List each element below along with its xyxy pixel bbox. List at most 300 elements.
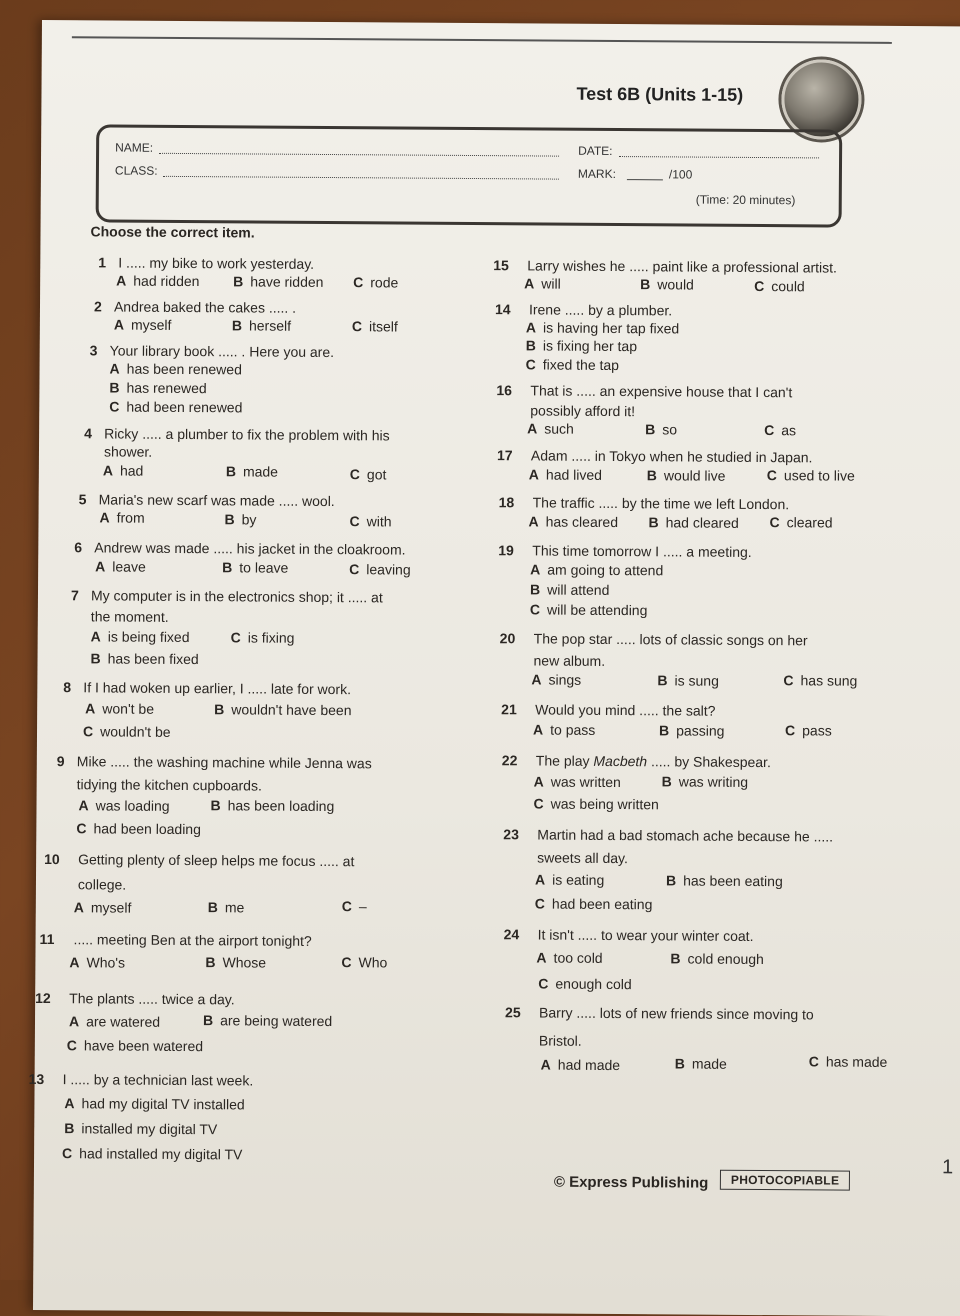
option-text: wouldn't have been	[231, 701, 352, 719]
question-text-continued: sweets all day.	[537, 849, 629, 867]
option-text: is sung	[674, 672, 719, 689]
option-text: cold enough	[687, 950, 764, 968]
question-18	[499, 493, 790, 513]
option-text: had been eating	[551, 895, 653, 913]
option-text: has been loading	[227, 797, 335, 815]
option-letter: C	[230, 629, 241, 646]
time-limit: (Time: 20 minutes)	[695, 192, 796, 208]
option-20-b[interactable]	[657, 672, 719, 688]
question-number: 22	[501, 752, 518, 769]
option-25-c[interactable]	[809, 1053, 888, 1070]
option-14-c[interactable]	[526, 356, 620, 373]
option-text: –	[358, 898, 367, 915]
option-text: have ridden	[250, 273, 324, 290]
question-text: Ricky ..... a plumber to fix the problem with his	[104, 425, 390, 444]
option-1-c[interactable]	[353, 274, 398, 290]
question-text-continued: new album.	[533, 652, 606, 669]
option-text: myself	[130, 316, 172, 333]
option-text: could	[771, 278, 805, 295]
option-text: had ridden	[133, 272, 200, 290]
option-1-b[interactable]	[233, 273, 323, 290]
option-letter: C	[769, 514, 780, 531]
option-text: was being written	[550, 795, 659, 813]
question-text: Maria's new scarf was made ..... wool.	[98, 491, 335, 510]
question-number: 17	[496, 447, 513, 464]
page-number: 1	[941, 1156, 954, 1179]
option-9-c[interactable]	[76, 820, 201, 837]
option-13-c[interactable]	[62, 1145, 242, 1162]
question-text: Martin had a bad stomach ache because he .....	[537, 826, 834, 845]
option-letter: B	[670, 950, 681, 967]
option-17-c[interactable]	[767, 467, 855, 484]
option-16-a[interactable]	[527, 420, 574, 436]
option-17-b[interactable]	[647, 467, 726, 484]
option-letter: C	[525, 356, 536, 373]
option-text: rode	[370, 274, 399, 291]
option-letter: A	[527, 420, 538, 437]
option-15-c[interactable]	[754, 278, 805, 294]
option-text: Who's	[86, 954, 126, 971]
option-text: to leave	[239, 559, 289, 576]
question-number: 15	[493, 257, 509, 274]
option-12-a[interactable]	[69, 1013, 160, 1030]
option-text: wouldn't be	[100, 723, 171, 740]
option-18-a[interactable]	[528, 513, 618, 530]
question-number: 19	[498, 542, 514, 559]
question-8	[63, 678, 351, 698]
question-text: It isn't ..... to wear your winter coat.	[537, 926, 754, 944]
question-text: Irene ..... by a plumber.	[528, 301, 673, 319]
option-12-c[interactable]	[67, 1037, 203, 1054]
option-text: as	[781, 422, 797, 439]
question-text: ..... by Shakespear.	[647, 753, 771, 771]
option-letter: B	[222, 559, 233, 576]
option-18-b[interactable]	[648, 514, 738, 531]
question-number: 5	[78, 491, 87, 508]
question-number: 21	[501, 701, 517, 718]
question-number: 9	[56, 753, 65, 770]
question-15	[493, 256, 837, 276]
option-text: have been watered	[83, 1037, 204, 1055]
option-letter: C	[783, 672, 794, 689]
option-letter: C	[533, 795, 544, 812]
option-letter: A	[530, 561, 541, 578]
question-text: Your library book ..... . Here you are.	[109, 342, 335, 361]
option-3-a[interactable]	[110, 360, 242, 377]
option-21-c[interactable]	[785, 722, 832, 738]
option-letter: C	[351, 318, 363, 335]
option-letter: B	[525, 337, 536, 354]
option-24-b[interactable]	[670, 950, 764, 967]
class-label: CLASS:	[114, 163, 158, 178]
option-5-b[interactable]	[224, 511, 256, 527]
option-letter: B	[90, 650, 101, 667]
option-text: from	[116, 509, 145, 526]
option-22-c[interactable]	[533, 795, 658, 812]
option-text: was written	[550, 773, 621, 791]
question-22	[502, 751, 771, 771]
option-10-a[interactable]	[74, 899, 132, 915]
test-sheet	[28, 20, 960, 1316]
option-letter: C	[764, 422, 775, 439]
option-text: got	[366, 466, 387, 483]
option-letter: C	[341, 954, 352, 971]
option-text: itself	[368, 318, 398, 335]
question-text-italic: Macbeth	[593, 752, 648, 770]
option-letter: C	[76, 820, 87, 837]
option-17-a[interactable]	[529, 466, 602, 483]
question-number: 8	[63, 679, 72, 696]
option-18-c[interactable]	[769, 514, 832, 530]
question-text: My computer is in the electronics shop; it ..... at	[90, 587, 383, 606]
option-letter: A	[528, 513, 539, 530]
question-5	[79, 490, 335, 510]
option-text: had been renewed	[126, 398, 243, 416]
option-text: are being watered	[220, 1012, 333, 1030]
option-19-c[interactable]	[530, 601, 648, 618]
option-8-c[interactable]	[83, 723, 171, 740]
option-text: pass	[802, 722, 832, 739]
question-text: Getting plenty of sleep helps me focus ..... at	[78, 851, 355, 870]
option-6-b[interactable]	[222, 559, 288, 575]
option-10-c[interactable]	[342, 898, 367, 914]
option-letter: A	[116, 272, 127, 289]
question-text: The traffic ..... by the time we left London.	[532, 494, 790, 513]
option-14-a[interactable]	[526, 319, 679, 336]
option-20-a[interactable]	[531, 671, 581, 687]
option-20-c[interactable]	[783, 672, 857, 689]
option-text: had made	[557, 1056, 621, 1074]
option-text: had installed my digital TV	[79, 1145, 243, 1163]
question-text: I ..... my bike to work yesterday.	[118, 254, 315, 272]
option-21-b[interactable]	[659, 722, 725, 738]
option-4-a[interactable]	[103, 462, 144, 478]
option-7-b[interactable]	[90, 650, 198, 667]
question-text: ..... meeting Ben at the airport tonight?	[73, 931, 312, 949]
question-text: I ..... by a technician last week.	[62, 1071, 254, 1089]
option-letter: B	[64, 1120, 75, 1137]
option-text: will be attending	[546, 601, 648, 619]
option-letter: A	[540, 1056, 551, 1073]
question-number: 18	[498, 494, 515, 511]
option-text: Whose	[222, 954, 267, 971]
question-text: Larry wishes he ..... paint like a professional artist.	[527, 257, 838, 276]
option-24-c[interactable]	[538, 975, 632, 992]
question-24	[504, 925, 754, 945]
option-letter: C	[341, 898, 353, 915]
question-text-continued: college.	[77, 876, 127, 893]
question-number: 4	[84, 425, 92, 442]
option-3-b[interactable]	[109, 379, 206, 396]
option-letter: C	[66, 1037, 78, 1054]
question-text: The pop star ..... lots of classic songs on her	[533, 630, 808, 649]
option-text: so	[662, 421, 678, 438]
question-text: Would you mind ..... the salt?	[535, 701, 716, 719]
option-text: was loading	[95, 797, 170, 814]
date-label: DATE:	[578, 143, 613, 158]
question-number: 11	[39, 931, 55, 948]
option-7-c[interactable]	[231, 629, 295, 645]
option-text: was writing	[678, 773, 749, 790]
option-16-c[interactable]	[764, 422, 796, 438]
option-4-c[interactable]	[350, 466, 387, 482]
question-6	[74, 538, 405, 558]
question-number: 16	[496, 382, 513, 399]
question-13	[29, 1070, 254, 1090]
option-text: cleared	[786, 514, 833, 531]
option-text: would	[657, 276, 694, 293]
option-letter: B	[205, 954, 216, 971]
option-11-c[interactable]	[341, 954, 387, 970]
option-letter: C	[754, 277, 765, 295]
option-text: had been loading	[93, 820, 201, 838]
question-number: 25	[505, 1004, 521, 1021]
option-text: such	[544, 420, 574, 437]
option-text: too cold	[553, 949, 603, 966]
option-16-b[interactable]	[645, 421, 677, 437]
question-12	[35, 989, 235, 1008]
option-text: made	[242, 463, 279, 480]
option-3-c[interactable]	[109, 398, 242, 415]
option-letter: A	[102, 462, 114, 479]
question-text: The plants ..... twice a day.	[69, 990, 235, 1008]
instruction: Choose the correct item.	[90, 223, 255, 241]
option-text: has cleared	[545, 513, 619, 531]
option-22-a[interactable]	[534, 773, 621, 790]
option-text: is being fixed	[107, 628, 190, 646]
option-letter: C	[82, 723, 94, 740]
question-text: If I had woken up earlier, I ..... late for work.	[83, 679, 352, 698]
option-letter: A	[113, 316, 125, 333]
option-letter: B	[645, 421, 656, 438]
option-letter: C	[349, 466, 361, 483]
option-letter: B	[646, 467, 658, 484]
option-22-b[interactable]	[662, 773, 748, 790]
option-6-c[interactable]	[349, 561, 411, 577]
option-2-c[interactable]	[352, 318, 398, 334]
option-letter: C	[349, 513, 360, 530]
option-letter: B	[661, 773, 672, 790]
question-number: 13	[28, 1070, 45, 1088]
option-25-a[interactable]	[541, 1057, 621, 1074]
question-number: 14	[494, 301, 511, 318]
option-text: has renewed	[126, 379, 207, 397]
option-text: am going to attend	[547, 561, 664, 579]
option-14-b[interactable]	[526, 337, 637, 354]
question-25	[505, 1003, 814, 1023]
option-letter: B	[659, 722, 670, 739]
option-letter: B	[674, 1055, 685, 1072]
option-letter: B	[109, 379, 120, 396]
option-text: fixed the tap	[542, 356, 620, 374]
option-15-b[interactable]	[640, 276, 694, 292]
option-letter: C	[785, 722, 796, 739]
question-9	[57, 752, 372, 772]
question-text: Andrew was made ..... his jacket in the cloakroom.	[94, 539, 406, 558]
option-letter: A	[533, 721, 544, 738]
option-25-b[interactable]	[675, 1055, 727, 1071]
question-16	[496, 381, 792, 401]
option-text: had my digital TV installed	[81, 1095, 245, 1113]
option-9-a[interactable]	[78, 797, 169, 814]
option-text: made	[691, 1055, 727, 1072]
option-letter: C	[109, 398, 120, 415]
question-text-continued: possibly afford it!	[530, 402, 636, 420]
question-text: Adam ..... in Tokyo when he studied in Japan.	[530, 447, 813, 466]
option-letter: A	[109, 360, 120, 377]
question-17	[497, 446, 813, 466]
question-14	[495, 300, 672, 319]
option-12-b[interactable]	[203, 1012, 332, 1029]
photocopiable-badge: PHOTOCOPIABLE	[720, 1170, 850, 1191]
question-1	[98, 253, 314, 273]
question-text: Andrea baked the cakes ..... .	[113, 298, 297, 316]
name-label: NAME:	[115, 140, 154, 155]
option-letter: A	[534, 871, 546, 888]
question-4	[84, 424, 390, 444]
option-letter: A	[536, 949, 547, 966]
option-7-a[interactable]	[91, 628, 190, 645]
option-text: will	[541, 275, 561, 292]
question-11	[40, 930, 312, 950]
question-2	[94, 297, 296, 316]
option-letter: A	[524, 275, 535, 292]
option-text: will attend	[547, 581, 610, 598]
question-number: 23	[503, 826, 519, 843]
question-text: That is ..... an expensive house that I can't	[530, 382, 793, 401]
option-4-b[interactable]	[226, 463, 278, 479]
option-11-a[interactable]	[69, 954, 125, 970]
option-letter: B	[207, 899, 218, 916]
option-text: leaving	[366, 561, 411, 578]
question-number: 1	[98, 254, 107, 271]
option-2-b[interactable]	[232, 317, 291, 333]
question-20	[500, 629, 808, 649]
option-letter: A	[525, 319, 537, 336]
question-number: 20	[499, 630, 516, 647]
option-2-a[interactable]	[114, 317, 172, 333]
option-letter: A	[99, 509, 110, 526]
option-text: sings	[548, 671, 582, 688]
question-number: 12	[35, 989, 51, 1007]
option-23-b[interactable]	[666, 872, 783, 889]
option-10-b[interactable]	[208, 899, 245, 915]
option-text: myself	[90, 899, 132, 916]
option-letter: B	[224, 511, 235, 528]
option-21-a[interactable]	[533, 721, 595, 737]
question-10	[44, 850, 354, 870]
option-23-c[interactable]	[535, 895, 653, 912]
option-text: installed my digital TV	[81, 1120, 218, 1138]
option-letter: B	[657, 672, 668, 689]
option-text: is fixing	[247, 629, 295, 646]
option-letter: B	[648, 514, 659, 531]
question-text-continued: tidying the kitchen cupboards.	[76, 776, 262, 794]
option-1-a[interactable]	[116, 273, 199, 290]
question-text: The play	[535, 752, 594, 769]
option-letter: A	[533, 773, 544, 790]
option-letter: B	[665, 872, 677, 889]
option-13-b[interactable]	[64, 1120, 217, 1137]
question-number: 24	[503, 926, 520, 943]
option-text: enough cold	[555, 975, 632, 993]
option-6-a[interactable]	[95, 558, 146, 574]
option-letter: A	[68, 1013, 80, 1030]
option-letter: B	[225, 463, 237, 480]
option-5-c[interactable]	[349, 513, 391, 529]
option-text: to pass	[550, 721, 596, 738]
option-letter: C	[538, 975, 549, 992]
test-title: Test 6B (Units 1-15)	[576, 83, 744, 105]
option-text: is having her tap fixed	[542, 319, 680, 337]
publisher-credit: © Express Publishing	[553, 1173, 709, 1192]
question-7	[71, 586, 383, 606]
option-letter: A	[95, 558, 106, 575]
option-text: used to live	[783, 467, 855, 484]
option-9-b[interactable]	[210, 797, 334, 814]
option-letter: A	[528, 466, 540, 483]
option-letter: A	[85, 700, 96, 717]
question-text-continued: Bristol.	[538, 1032, 582, 1049]
option-letter: B	[231, 317, 243, 334]
option-text: would live	[663, 467, 726, 484]
question-text-continued: the moment.	[90, 608, 169, 625]
option-text: is fixing her tap	[542, 337, 638, 355]
option-8-a[interactable]	[85, 700, 154, 716]
option-letter: A	[73, 899, 84, 916]
question-number: 6	[74, 539, 83, 556]
option-23-a[interactable]	[535, 871, 604, 887]
option-24-a[interactable]	[536, 949, 602, 965]
question-number: 7	[70, 587, 79, 604]
option-letter: A	[531, 671, 542, 688]
question-text: Barry ..... lots of new friends since moving to	[539, 1004, 814, 1023]
option-letter: C	[62, 1145, 73, 1162]
option-13-a[interactable]	[64, 1095, 244, 1112]
question-21	[501, 700, 715, 719]
option-text: is eating	[552, 871, 605, 888]
option-letter: C	[534, 895, 546, 912]
question-number: 10	[44, 851, 60, 868]
option-text: Who	[358, 954, 388, 971]
option-19-a[interactable]	[530, 561, 663, 578]
question-3	[90, 341, 334, 361]
option-text: had cleared	[665, 514, 739, 531]
option-15-a[interactable]	[524, 275, 561, 291]
option-letter: B	[529, 581, 541, 598]
option-letter: C	[529, 601, 541, 618]
option-letter: B	[214, 701, 225, 718]
option-text: has made	[825, 1053, 888, 1070]
option-11-b[interactable]	[205, 954, 266, 970]
option-letter: A	[78, 797, 89, 814]
option-8-b[interactable]	[214, 701, 351, 718]
question-text: Mike ..... the washing machine while Jenna was	[76, 753, 372, 772]
question-19	[498, 541, 752, 561]
option-text: has sung	[800, 672, 858, 689]
option-5-a[interactable]	[99, 509, 144, 525]
option-letter: B	[640, 276, 651, 293]
option-text: herself	[248, 317, 292, 334]
top-rule	[72, 36, 892, 44]
option-text: had	[119, 462, 144, 479]
option-text: passing	[676, 722, 725, 739]
option-letter: C	[808, 1053, 819, 1070]
mark-total: /100	[668, 167, 693, 182]
option-text: has been eating	[683, 872, 783, 890]
option-19-b[interactable]	[530, 581, 610, 598]
question-number: 2	[93, 298, 102, 315]
